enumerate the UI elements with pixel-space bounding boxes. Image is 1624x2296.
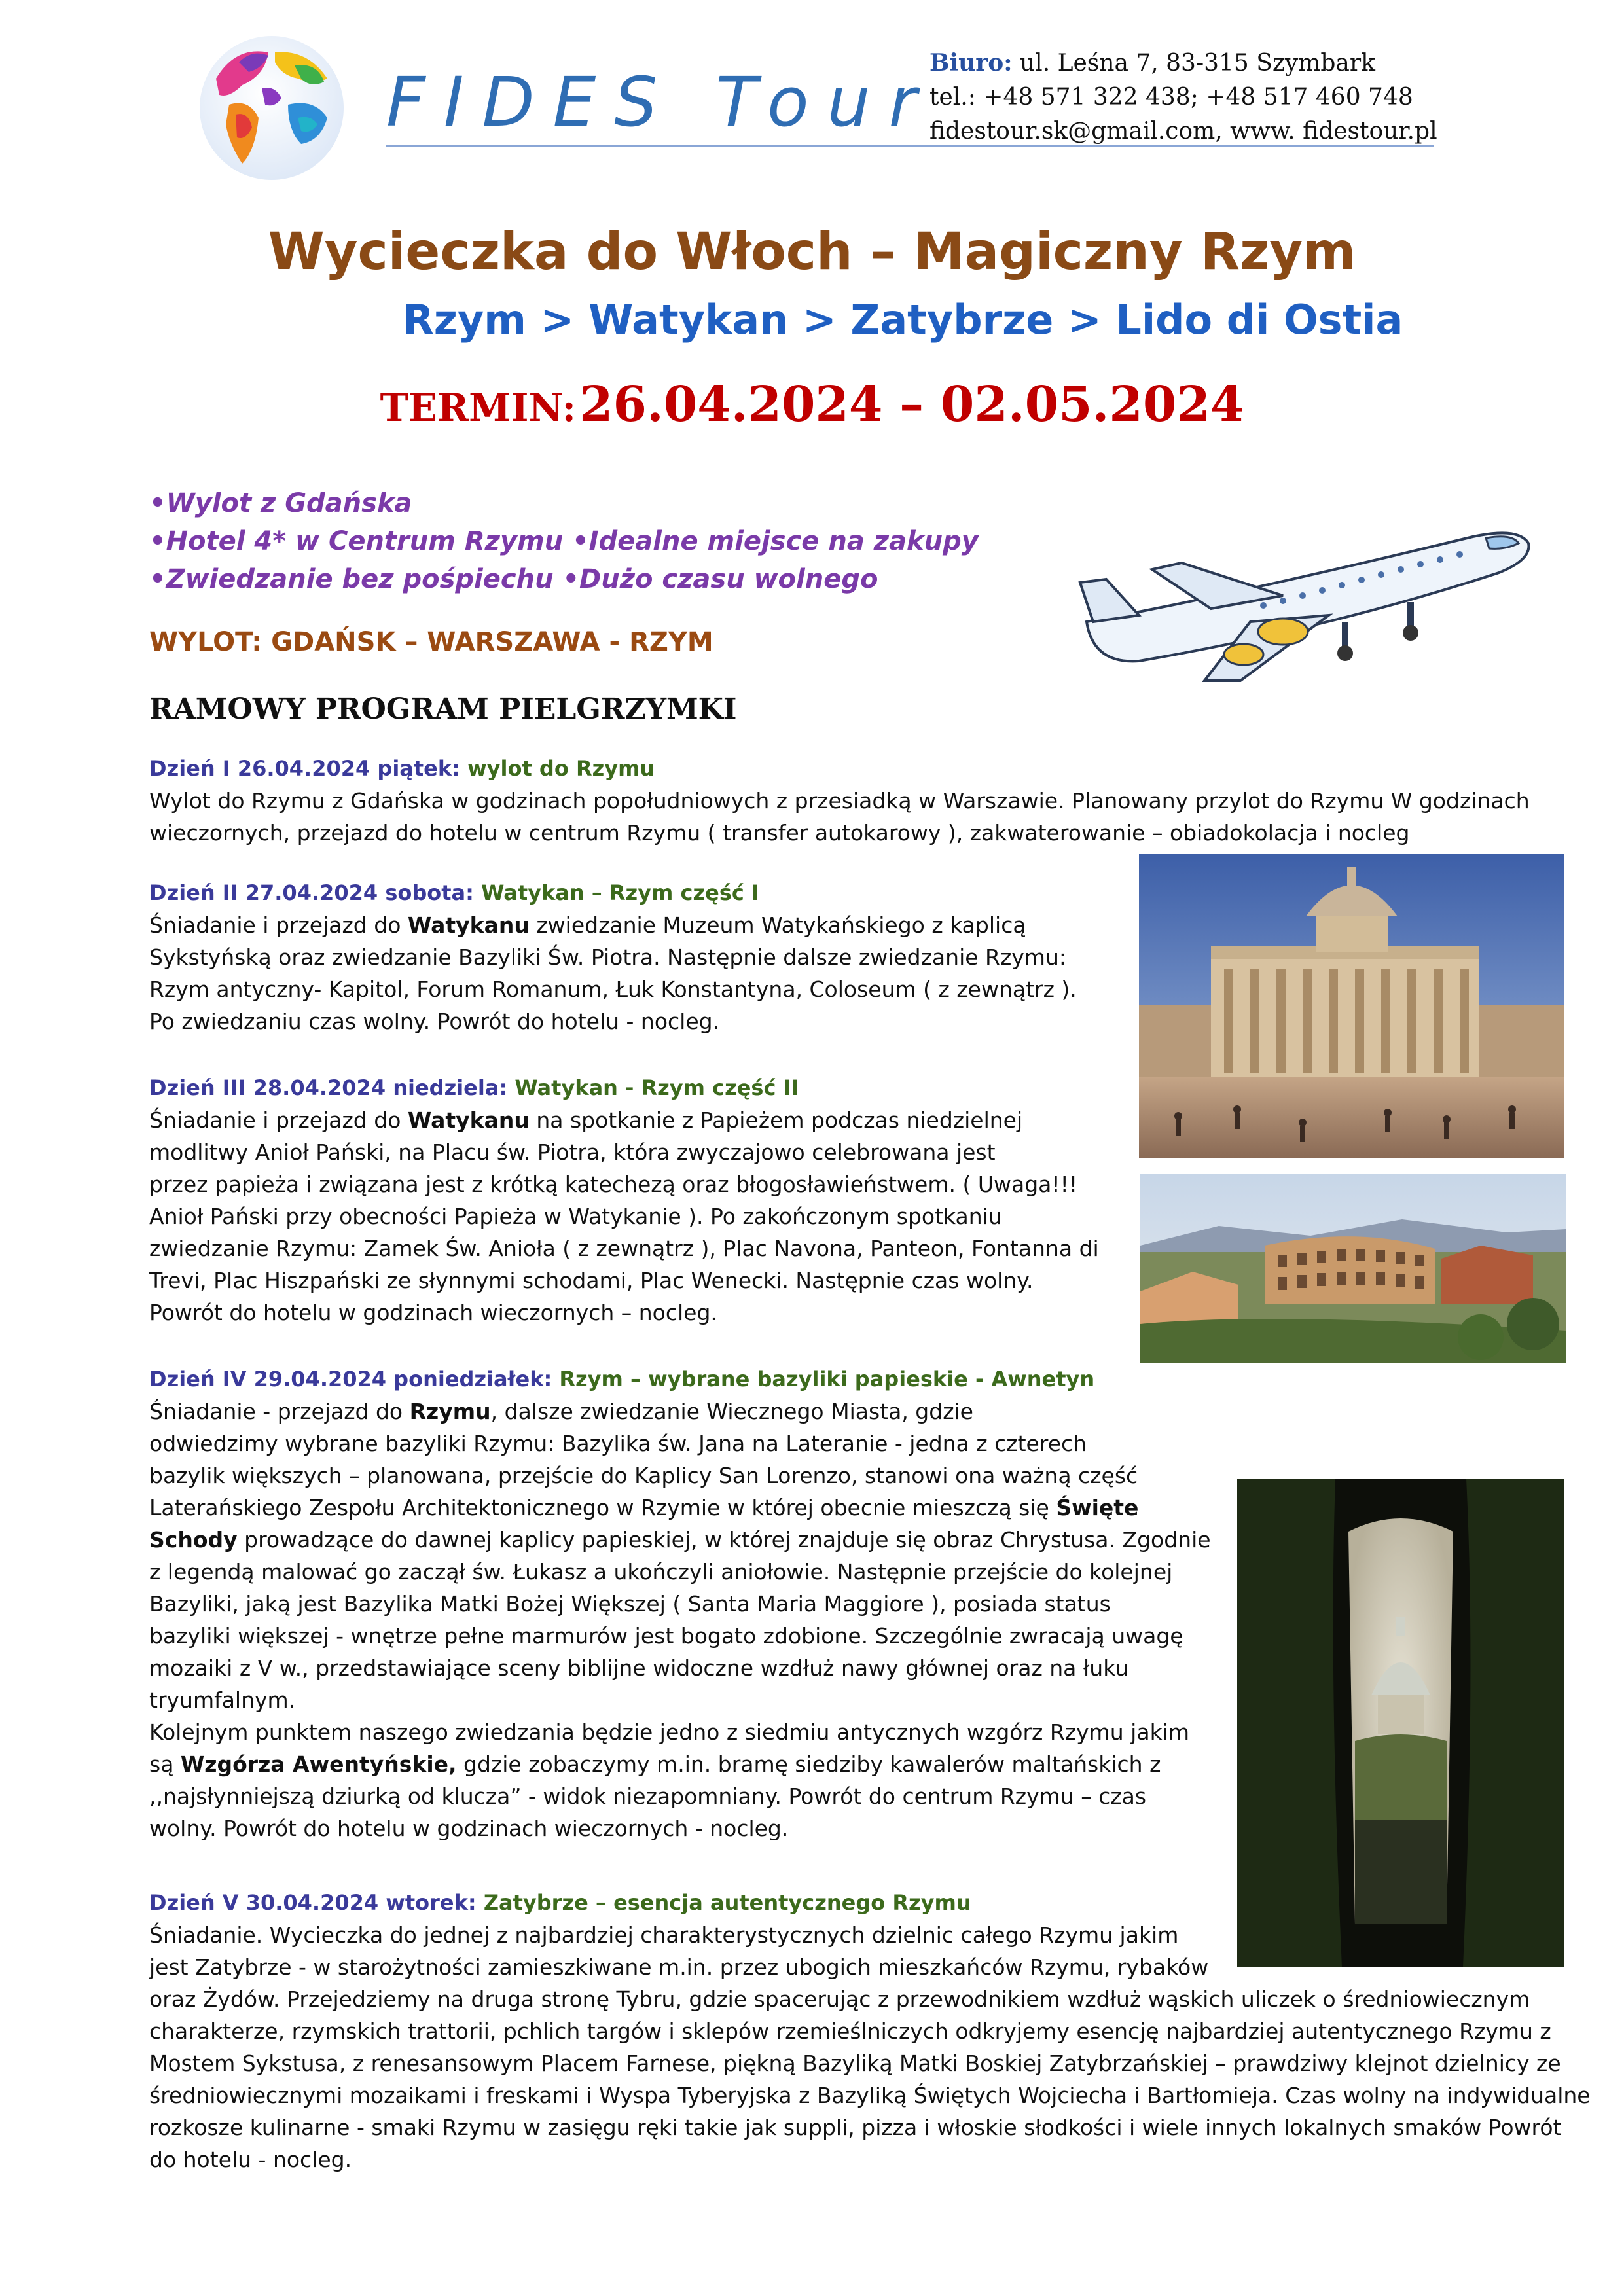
page-title: Wycieczka do Włoch – Magiczny Rzym <box>268 223 1356 281</box>
text-line: do hotelu - nocleg. <box>149 2147 352 2172</box>
text-line: mozaiki z V w., przedstawiające sceny biblijne widoczne wzdłuż nawy głównej oraz na łuku <box>149 1655 1129 1681</box>
day-description <box>149 1395 1211 1844</box>
day-title: Zatybrze – esencja autentycznego Rzymu <box>483 1890 971 1915</box>
day-heading <box>149 880 1077 905</box>
day-separator <box>552 1367 559 1391</box>
termin-line <box>0 376 1624 433</box>
text-line: Trevi, Plac Hiszpański ze słynnymi schodami, Plac Wenecki. Następnie czas wolny. <box>149 1268 1034 1293</box>
text-bold: Święte <box>1056 1495 1139 1520</box>
text-line <box>149 909 1077 941</box>
text-line: przez papieża i związana jest z krótką katechezą oraz błogosławieństwem. ( Uwaga!!! <box>149 1172 1078 1197</box>
globe-logo-icon <box>190 26 353 190</box>
route-subtitle: Rzym > Watykan > Zatybrze > Lido di Ostia <box>403 296 1403 344</box>
text-run: są <box>149 1751 181 1777</box>
termin-dates: 26.04.2024 – 02.05.2024 <box>579 376 1244 433</box>
text-run: Śniadanie i przejazd do <box>149 1107 408 1133</box>
text-line: jest Zatybrze - w starożytności zamieszkiwane m.in. przez ubogich mieszkańców Rzymu, rybaków <box>149 1954 1209 1980</box>
text-line: bazylik większych – planowana, przejście do Kaplicy San Lorenzo, stanowi ona ważną część <box>149 1463 1138 1488</box>
day-heading <box>149 1367 1211 1391</box>
highlight-item: •Zwiedzanie bez pośpiechu •Dużo czasu wolnego <box>149 564 878 594</box>
day-separator <box>474 880 481 905</box>
day-separator <box>507 1075 514 1100</box>
text-run: Śniadanie i przejazd do <box>149 912 408 938</box>
text-line: Wylot do Rzymu z Gdańska w godzinach popołudniowych z przesiadką w Warszawie. Planowany przylot do Rzymu W godzinach <box>149 788 1530 814</box>
text-line: Kolejnym punktem naszego zwiedzania będzie jedno z siedmiu antycznych wzgórz Rzymu jakim <box>149 1719 1189 1745</box>
text-run: na spotkanie z Papieżem podczas niedzielnej <box>529 1107 1023 1133</box>
text-line: Anioł Pański przy obecności Papieża w Watykanie ). Po zakończonym spotkaniu <box>149 1204 1002 1229</box>
day-heading <box>149 756 1530 781</box>
text-bold: Rzymu <box>409 1399 491 1424</box>
office-address: ul. Leśna 7, 83-315 Szymbark <box>1020 50 1375 77</box>
day-date: Dzień V 30.04.2024 wtorek: <box>149 1890 477 1915</box>
text-line: Śniadanie. Wycieczka do jednej z najbardziej charakterystycznych dzielnic całego Rzymu jakim <box>149 1922 1179 1948</box>
text-bold: Watykanu <box>407 1107 530 1133</box>
text-run: prowadzące do dawnej kaplicy papieskiej, w której znajduje się obraz Chrystusa. Zgodnie <box>237 1527 1211 1552</box>
logo-wordmark: FIDES Tour <box>386 62 935 142</box>
day-title: Watykan – Rzym część I <box>481 880 759 905</box>
text-line <box>149 1395 1211 1427</box>
text-line <box>149 1492 1211 1524</box>
highlights-list <box>149 484 979 598</box>
email-web-line[interactable]: fidestour.sk@gmail.com, www. fidestour.pl <box>929 118 1437 145</box>
day-section <box>149 880 1077 1037</box>
day-title: wylot do Rzymu <box>467 756 655 781</box>
text-run: , dalsze zwiedzanie Wiecznego Miasta, gdzie <box>490 1399 973 1424</box>
text-run: zwiedzanie Muzeum Watykańskiego z kaplicą <box>529 912 1026 938</box>
text-line: Po zwiedzaniu czas wolny. Powrót do hotelu - nocleg. <box>149 1009 720 1034</box>
day-date: Dzień I 26.04.2024 piątek <box>149 756 452 781</box>
text-line: Rzym antyczny- Kapitol, Forum Romanum, Łuk Konstantyna, Coloseum ( z zewnątrz ). <box>149 977 1077 1002</box>
day-description <box>149 1104 1099 1329</box>
text-line: bazyliki większej - wnętrze pełne marmurów jest bogato zdobione. Szczególnie zwracają uwagę <box>149 1623 1183 1649</box>
program-heading: RAMOWY PROGRAM PIELGRZYMKI <box>149 692 737 726</box>
text-line: wolny. Powrót do hotelu w godzinach wieczornych - nocleg. <box>149 1816 789 1841</box>
st-peters-basilica-photo <box>1139 854 1564 1158</box>
highlight-item: •Hotel 4* w Centrum Rzymu •Idealne miejsce na zakupy <box>149 526 979 556</box>
text-line <box>149 1104 1099 1136</box>
termin-label: TERMIN: <box>380 386 576 430</box>
day-section <box>149 1075 1099 1329</box>
day-separator: : <box>452 756 468 781</box>
text-line: odwiedzimy wybrane bazyliki Rzymu: Bazylika św. Jana na Lateranie - jedna z czterech <box>149 1431 1087 1456</box>
day-title: Watykan - Rzym część II <box>514 1075 799 1100</box>
text-line <box>149 1748 1211 1780</box>
text-line: ,,najsłynniejszą dziurką od klucza” - widok niezapomniany. Powrót do centrum Rzymu – czas <box>149 1784 1147 1809</box>
text-bold: Schody <box>149 1527 238 1552</box>
day-date: Dzień IV 29.04.2024 poniedziałek: <box>149 1367 552 1391</box>
text-line: Sykstyńską oraz zwiedzanie Bazyliki Św. Piotra. Następnie dalsze zwiedzanie Rzymu: <box>149 944 1066 970</box>
phone-line: tel.: +48 571 322 438; +48 517 460 748 <box>929 84 1413 111</box>
text-bold: Watykanu <box>407 912 530 938</box>
day-heading <box>149 1075 1099 1100</box>
text-line: charakterze, rzymskich trattorii, pchlich targów i sklepów rzemieślniczych odkryjemy esencję najbardziej autentycznego Rzymu z <box>149 2018 1551 2044</box>
text-line: rozkosze kulinarne - smaki Rzymu w zasięgu ręki takie jak suppli, pizza i włoskie słodkości i wiele innych lokalnych smaków Powrót <box>149 2115 1562 2140</box>
day-title: Rzym – wybrane bazyliki papieskie - Awnetyn <box>559 1367 1095 1391</box>
day-date: Dzień II 27.04.2024 sobota: <box>149 880 474 905</box>
text-line: zwiedzanie Rzymu: Zamek Św. Anioła ( z zewnątrz ), Plac Navona, Panteon, Fontanna di <box>149 1236 1099 1261</box>
day-date: Dzień III 28.04.2024 niedziela: <box>149 1075 508 1100</box>
office-address-line <box>929 46 1437 81</box>
text-line: tryumfalnym. <box>149 1687 296 1713</box>
office-label: Biuro: <box>929 49 1013 77</box>
day-separator <box>477 1890 484 1915</box>
text-run: Laterańskiego Zespołu Architektonicznego w Rzymie w której obecnie mieszczą się <box>149 1495 1056 1520</box>
text-line: modlitwy Anioł Pański, na Placu św. Piotra, która zwyczajowo celebrowana jest <box>149 1139 996 1165</box>
text-line: Mostem Sykstusa, z renesansowym Placem Farnese, piękną Bazyliką Matki Boskiej Zatybrzańskiej – prawdziwy klejnot dzielnicy ze <box>149 2051 1561 2076</box>
text-bold: Wzgórza Awentyńskie, <box>180 1751 457 1777</box>
text-line: Powrót do hotelu w godzinach wieczornych – nocleg. <box>149 1300 717 1325</box>
flight-route: WYLOT: GDAŃSK – WARSZAWA - RZYM <box>149 627 713 657</box>
day-section <box>149 756 1530 849</box>
text-run: Śniadanie - przejazd do <box>149 1399 410 1424</box>
text-line: średniowiecznymi mozaikami i freskami i Wyspa Tyberyjska z Bazyliką Świętych Wojciecha i Bartłomieja. Czas wolny na indywidualne <box>149 2083 1591 2108</box>
text-line: z legendą malować go zaczął św. Łukasz a ukończyli aniołowie. Następnie przejście do kolejnej <box>149 1559 1173 1585</box>
airplane-illustration <box>1067 497 1545 687</box>
text-line <box>149 1524 1211 1556</box>
colosseum-photo <box>1140 1174 1566 1363</box>
text-line: oraz Żydów. Przejedziemy na druga stronę Tybru, gdzie spacerując z przewodnikiem wzdłuż wąskich uliczek o średniowiecznym <box>149 1986 1530 2012</box>
day-description <box>149 909 1077 1037</box>
text-line: wieczornych, przejazd do hotelu w centrum Rzymu ( transfer autokarowy ), zakwaterowanie – obiadokolacja i nocleg <box>149 820 1410 846</box>
text-run: gdzie zobaczymy m.in. bramę siedziby kawalerów maltańskich z <box>456 1751 1161 1777</box>
day-section <box>149 1367 1211 1844</box>
highlight-item: •Wylot z Gdańska <box>149 488 412 518</box>
text-line: Bazyliki, jaką jest Bazylika Matki Bożej Większej ( Santa Maria Maggiore ), posiada status <box>149 1591 1111 1617</box>
contact-block <box>929 46 1437 149</box>
keyhole-view-photo <box>1237 1479 1564 1967</box>
day-description <box>149 785 1530 849</box>
